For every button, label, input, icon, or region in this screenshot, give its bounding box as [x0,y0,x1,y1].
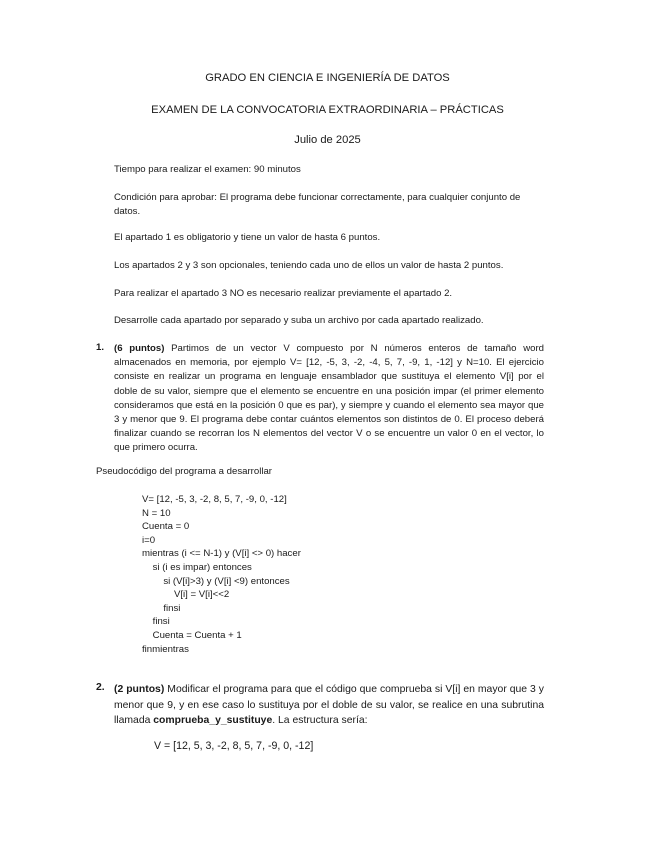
exam-date: Julio de 2025 [294,134,361,146]
pseudocode-label: Pseudocódigo del programa a desarrollar [96,466,272,477]
question-2-points: (2 puntos) [114,684,165,695]
question-1-number: 1. [96,342,105,353]
question-2-text-end: . La estructura sería: [272,715,368,726]
question-2-text: Modificar el programa para que el código que comprueba si V[i] en mayor que 3 y menor que 9, y en ese caso lo sustituya por el doble de su valor, se realice en una subrutina llamada [114,684,545,726]
pseudocode-line: N = 10 [142,507,171,519]
pseudocode-line: V= [12, -5, 3, -2, 8, 5, 7, -9, 0, -12] [142,494,287,505]
vector-definition: V = [12, 5, 3, -2, 8, 5, 7, -9, 0, -12] [154,740,314,752]
question-1-body [114,342,544,456]
pseudocode-line: finsi [142,602,181,614]
instruction-time: Tiempo para realizar el examen: 90 minutos [114,164,301,175]
subroutine-name: comprueba_y_sustituye [153,715,273,726]
instruction-sections-2-3: Los apartados 2 y 3 son opcionales, teniendo cada uno de ellos un valor de hasta 2 puntos. [114,260,504,271]
pseudocode-line: finmientras [142,643,189,655]
question-2-body [114,682,544,729]
question-2-number: 2. [96,682,105,693]
degree-title: GRADO EN CIENCIA E INGENIERÍA DE DATOS [205,72,450,84]
instruction-upload: Desarrolle cada apartado por separado y suba un archivo por cada apartado realizado. [114,315,484,326]
exam-title: EXAMEN DE LA CONVOCATORIA EXTRAORDINARIA – PRÁCTICAS [151,104,504,116]
instruction-section-3: Para realizar el apartado 3 NO es necesario realizar previamente el apartado 2. [114,288,453,299]
pseudocode-line: finsi [142,616,170,628]
pseudocode-line: i=0 [142,534,156,546]
pseudocode-line: si (V[i]>3) y (V[i] <9) entonces [142,575,290,587]
pseudocode-line: Cuenta = Cuenta + 1 [142,629,242,641]
pseudocode-line: si (i es impar) entonces [142,561,252,573]
question-1-points: (6 puntos) [114,343,165,354]
pseudocode-line: mientras (i <= N-1) y (V[i] <> 0) hacer [142,548,301,560]
pseudocode-line: Cuenta = 0 [142,521,190,533]
pseudocode-block [142,493,442,656]
pseudocode-line: V[i] = V[i]<<2 [142,589,230,601]
question-1-text: Partimos de un vector V compuesto por N números enteros de tamaño word almacenados en memoria, por ejemplo V= [12, -5, 3, -2, -4, 5, 7, -9, 1, -12] y N=10. El ejercicio consiste en realizar un programa en lenguaje ensamblador que sustituya el elemento V[i] por el doble de su valor, siempre que el elemento se encuentre en una posición impar (el primer elemento consideramos que está en la posición 0 que es par), y siempre y cuando el elemento sea mayor que 3 y menor que 9. El programa debe contar cuántos elementos son distintos de 0. El proceso deberá finalizar cuando se recorran los N elementos del vector V o se encuentre un valor 0 en el vector, lo que primero ocurra. [114,343,544,454]
instruction-pass-condition: Condición para aprobar: El programa debe funcionar correctamente, para cualquier conjunto de datos. [114,192,521,217]
instruction-section-1: El apartado 1 es obligatorio y tiene un valor de hasta 6 puntos. [114,232,381,243]
